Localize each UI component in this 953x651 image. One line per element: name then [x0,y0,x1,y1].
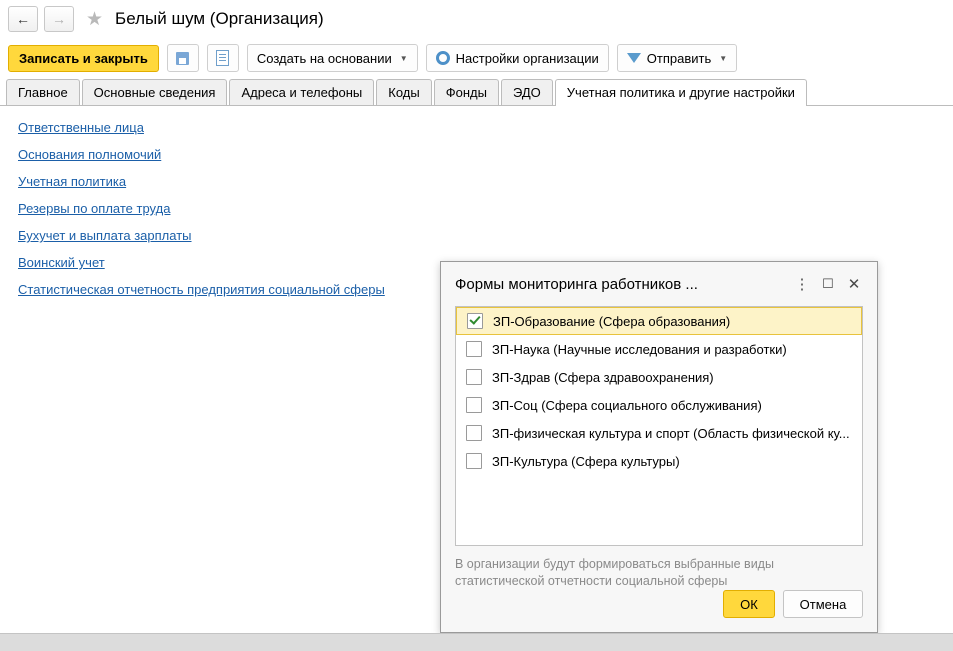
dialog-footer [723,590,863,618]
title-bar [0,0,953,38]
list-item[interactable] [456,447,862,475]
document-icon [216,50,229,66]
list-item[interactable] [456,391,862,419]
forward-button[interactable] [44,6,74,32]
tab-kody[interactable]: Коды [376,79,431,105]
dialog-hint-line2: статистической отчетности социальной сферы [455,574,728,588]
save-and-close-button[interactable] [8,45,159,72]
link-buhuchet-i-vyplata-zarplaty[interactable]: Бухучет и выплата зарплаты [18,228,192,243]
tab-adresa-i-telefony[interactable]: Адреса и телефоны [229,79,374,105]
maximize-icon[interactable]: ☐ [822,276,834,291]
create-based-on-label: Создать на основании [256,50,392,66]
gear-icon [436,51,450,65]
tab-bar [0,78,953,106]
link-statisticheskaya-otchetnost[interactable]: Статистическая отчетность предприятия социальной сферы [18,282,385,297]
dialog-hint [455,556,863,590]
chevron-down-icon: ▼ [719,53,728,63]
org-settings-label: Настройки организации [455,50,599,66]
list-item[interactable] [456,419,862,447]
list-item-label: ЗП-Культура (Сфера культуры) [492,453,680,469]
list-item-label: ЗП-физическая культура и спорт (Область физической ку... [492,425,850,441]
list-item-label: ЗП-Соц (Сфера социального обслуживания) [492,397,762,413]
kebab-menu-icon[interactable]: ⋮ [794,276,810,293]
send-button[interactable] [617,44,737,72]
dialog-title: Формы мониторинга работников ... [455,275,698,293]
arrow-left-icon: ← [16,11,30,27]
forms-list[interactable] [455,306,863,546]
cancel-button[interactable]: Отмена [783,590,863,618]
tab-osnovnye-svedeniya[interactable]: Основные сведения [82,79,228,105]
checkbox-icon[interactable] [466,453,482,469]
list-item-label: ЗП-Наука (Научные исследования и разработки) [492,341,787,357]
checkbox-icon[interactable] [466,397,482,413]
link-uchetnaya-politika[interactable]: Учетная политика [18,174,127,189]
send-icon [627,53,641,63]
tab-glavnoe[interactable]: Главное [6,79,80,105]
monitoring-forms-dialog [440,261,878,633]
list-item[interactable] [456,307,862,335]
print-button[interactable] [207,44,239,72]
checkbox-icon[interactable] [467,313,483,329]
list-item-label: ЗП-Образование (Сфера образования) [493,313,731,329]
list-item[interactable] [456,363,862,391]
tab-edo[interactable]: ЭДО [501,79,553,105]
save-and-close-label: Записать и закрыть [19,50,148,66]
link-otvetstvennye-lica[interactable]: Ответственные лица [18,120,144,135]
arrow-right-icon: → [52,11,66,27]
list-item[interactable] [456,335,862,363]
list-item-label: ЗП-Здрав (Сфера здравоохранения) [492,369,714,385]
save-button[interactable] [167,44,199,72]
page-title: Белый шум (Организация) [115,9,324,28]
link-osnovaniya-polnomochij[interactable]: Основания полномочий [18,147,162,162]
checkbox-icon[interactable] [466,341,482,357]
checkbox-icon[interactable] [466,425,482,441]
tab-uchetnaya-politika[interactable]: Учетная политика и другие настройки [555,79,807,106]
star-icon[interactable]: ★ [86,8,104,30]
dialog-header [441,262,877,306]
main-toolbar [0,38,953,78]
create-based-on-button[interactable] [247,44,418,72]
checkbox-icon[interactable] [466,369,482,385]
floppy-disk-icon [176,52,189,65]
org-settings-button[interactable] [426,44,609,72]
ok-button[interactable]: ОК [723,590,775,618]
send-label: Отправить [646,50,712,66]
chevron-down-icon: ▼ [399,53,408,63]
status-bar [0,633,953,651]
link-voinskij-uchet[interactable]: Воинский учет [18,255,105,270]
close-icon[interactable]: ✕ [847,276,861,293]
link-rezervy-po-oplate-truda[interactable]: Резервы по оплате труда [18,201,171,216]
back-button[interactable] [8,6,38,32]
tab-fondy[interactable]: Фонды [434,79,499,105]
dialog-hint-line1: В организации будут формироваться выбранные виды [455,557,774,571]
